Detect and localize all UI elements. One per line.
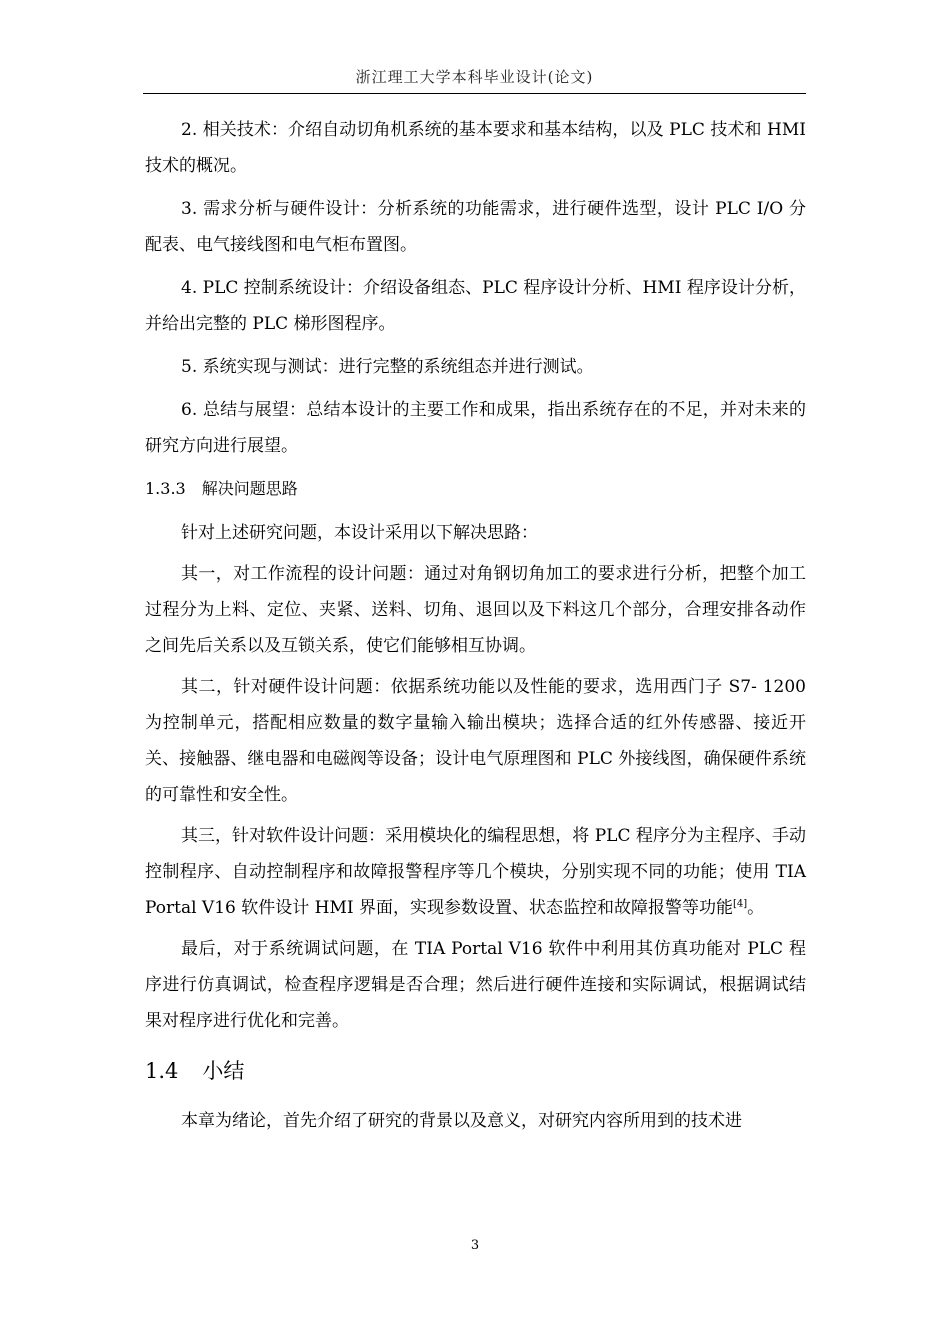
paragraph: 本章为绪论，首先介绍了研究的背景以及意义，对研究内容所用到的技术进 bbox=[181, 1111, 742, 1131]
list-item: 2. 相关技术：介绍自动切角机系统的基本要求和基本结构，以及 PLC 技术和 HMI 技术的概况。 bbox=[145, 120, 806, 176]
section-heading-1-3-3 bbox=[145, 471, 806, 507]
paragraph-text: 其三，针对软件设计问题：采用模块化的编程思想，将 PLC 程序分为主程序、手动控制程序、自动控制程序和故障报警程序等几个模块，分别实现不同的功能；使用 TIA Portal V16 软件设计 HMI 界面，实现参数设置、状态监控和故障报警等功能 bbox=[145, 826, 806, 918]
section-heading-1-4 bbox=[145, 1053, 806, 1089]
section-number: 1.4 bbox=[145, 1059, 179, 1083]
section-title: 解决问题思路 bbox=[201, 479, 298, 498]
paragraph: 针对上述研究问题，本设计采用以下解决思路： bbox=[181, 523, 538, 543]
running-header: 浙江理工大学本科毕业设计(论文) bbox=[143, 66, 806, 94]
page-body bbox=[145, 112, 806, 1144]
list-item: 3. 需求分析与硬件设计：分析系统的功能需求，进行硬件选型，设计 PLC I/O 分配表、电气接线图和电气柜布置图。 bbox=[145, 199, 806, 255]
list-item: 4. PLC 控制系统设计：介绍设备组态、PLC 程序设计分析、HMI 程序设计分析，并给出完整的 PLC 梯形图程序。 bbox=[145, 278, 806, 334]
paragraph: 其一，对工作流程的设计问题：通过对角钢切角加工的要求进行分析，把整个加工过程分为上料、定位、夹紧、送料、切角、退回以及下料这几个部分，合理安排各动作之间先后关系以及互锁关系，使它们能够相互协调。 bbox=[145, 564, 806, 656]
page-number: 3 bbox=[470, 1238, 480, 1253]
paragraph-end: 。 bbox=[747, 898, 765, 918]
section-number: 1.3.3 bbox=[145, 479, 186, 498]
list-item: 5. 系统实现与测试：进行完整的系统组态并进行测试。 bbox=[181, 357, 594, 377]
paragraph: 其二，针对硬件设计问题：依据系统功能以及性能的要求，选用西门子 S7- 1200 为控制单元，搭配相应数量的数字量输入输出模块；选择合适的红外传感器、接近开关、接触器、继电器和电磁阀等设备；设计电气原理图和 PLC 外接线图，确保硬件系统的可靠性和安全性。 bbox=[145, 677, 806, 805]
section-title: 小结 bbox=[202, 1059, 245, 1083]
paragraph: 最后，对于系统调试问题，在 TIA Portal V16 软件中利用其仿真功能对 PLC 程序进行仿真调试，检查程序逻辑是否合理；然后进行硬件连接和实际调试，根据调试结果对程序进行优化和完善。 bbox=[145, 939, 806, 1031]
list-item: 6. 总结与展望：总结本设计的主要工作和成果，指出系统存在的不足，并对未来的研究方向进行展望。 bbox=[145, 400, 806, 456]
citation-ref: [4] bbox=[733, 898, 748, 910]
paragraph bbox=[145, 818, 806, 926]
